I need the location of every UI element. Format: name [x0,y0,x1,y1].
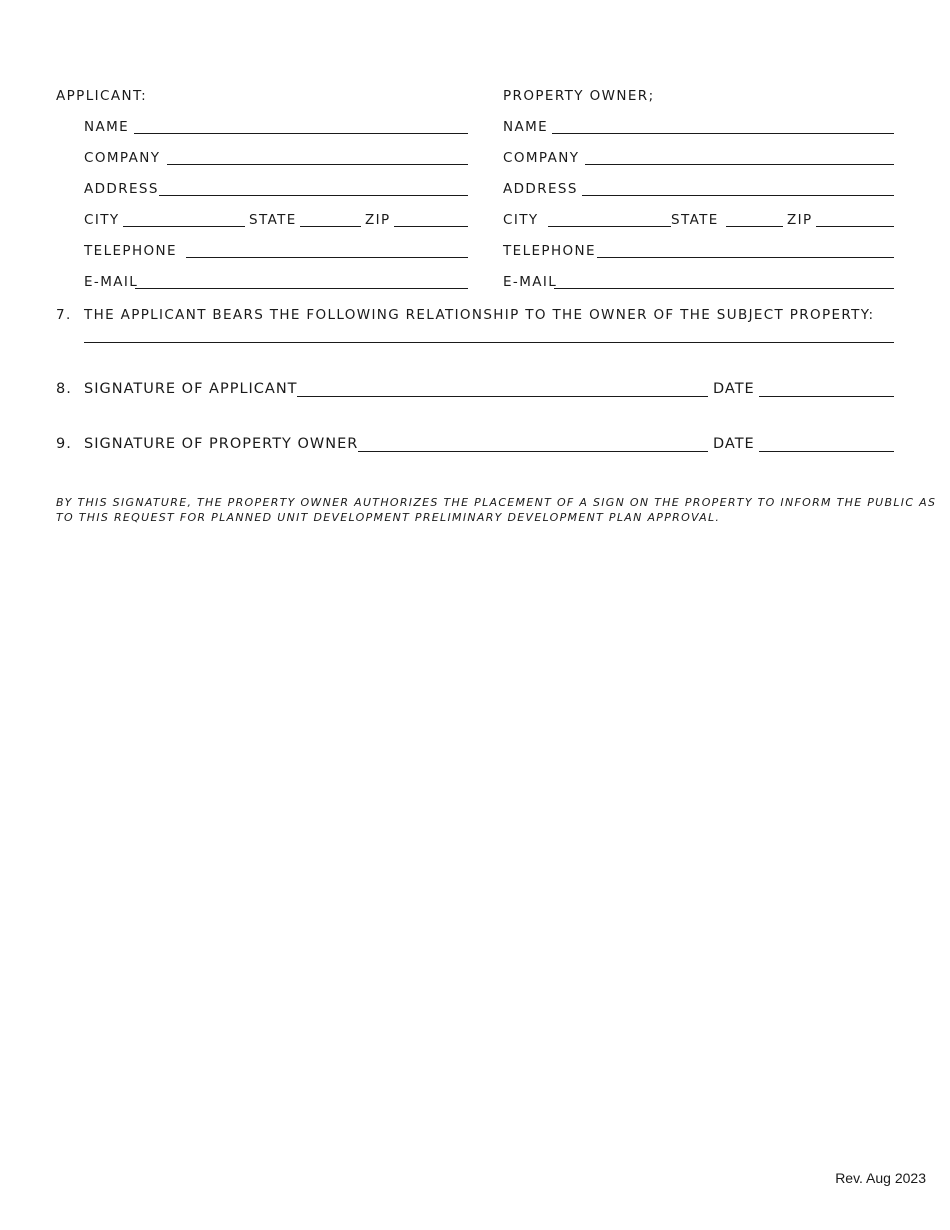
owner-email-field[interactable] [554,288,894,289]
authorization-note-line-2: TO THIS REQUEST FOR PLANNED UNIT DEVELOPMENT PRELIMINARY DEVELOPMENT PLAN APPROVAL. [56,511,721,524]
owner-zip-label: ZIP [787,212,813,228]
owner-date-label: DATE [713,436,755,452]
authorization-note-line-1: BY THIS SIGNATURE, THE PROPERTY OWNER AUTHORIZES THE PLACEMENT OF A SIGN ON THE PROPERTY TO INFORM THE PUBLIC AS [56,496,937,509]
applicant-zip-label: ZIP [365,212,391,228]
owner-address-field[interactable] [582,195,894,196]
applicant-signature-field[interactable] [297,396,708,397]
owner-heading: PROPERTY OWNER; [503,88,655,104]
applicant-state-label: STATE [249,212,297,228]
owner-address-label: ADDRESS [503,181,578,197]
applicant-email-field[interactable] [135,288,468,289]
owner-signature-field[interactable] [358,451,708,452]
owner-telephone-field[interactable] [597,257,894,258]
applicant-signature-label: SIGNATURE OF APPLICANT [84,381,298,397]
item-8-number: 8. [56,381,72,397]
item-9-number: 9. [56,436,72,452]
applicant-email-label: E-MAIL [84,274,139,290]
applicant-company-field[interactable] [167,164,468,165]
owner-city-field[interactable] [548,226,671,227]
owner-name-label: NAME [503,119,549,135]
applicant-city-label: CITY [84,212,120,228]
applicant-date-label: DATE [713,381,755,397]
applicant-address-label: ADDRESS [84,181,159,197]
relationship-question: THE APPLICANT BEARS THE FOLLOWING RELATIONSHIP TO THE OWNER OF THE SUBJECT PROPERTY: [84,307,875,323]
applicant-name-field[interactable] [134,133,468,134]
revision-date: Rev. Aug 2023 [835,1170,926,1186]
item-7-number: 7. [56,307,72,323]
owner-telephone-label: TELEPHONE [503,243,596,259]
owner-state-label: STATE [671,212,719,228]
owner-state-field[interactable] [726,226,783,227]
applicant-address-field[interactable] [159,195,468,196]
owner-zip-field[interactable] [816,226,894,227]
owner-company-field[interactable] [585,164,894,165]
applicant-city-field[interactable] [123,226,245,227]
owner-city-label: CITY [503,212,539,228]
owner-date-field[interactable] [759,451,894,452]
applicant-name-label: NAME [84,119,130,135]
owner-signature-label: SIGNATURE OF PROPERTY OWNER [84,436,359,452]
relationship-field[interactable] [84,342,894,343]
applicant-state-field[interactable] [300,226,361,227]
applicant-date-field[interactable] [759,396,894,397]
applicant-company-label: COMPANY [84,150,161,166]
applicant-telephone-label: TELEPHONE [84,243,177,259]
applicant-telephone-field[interactable] [186,257,468,258]
owner-email-label: E-MAIL [503,274,558,290]
applicant-heading: APPLICANT: [56,88,148,104]
owner-name-field[interactable] [552,133,894,134]
owner-company-label: COMPANY [503,150,580,166]
applicant-zip-field[interactable] [394,226,468,227]
